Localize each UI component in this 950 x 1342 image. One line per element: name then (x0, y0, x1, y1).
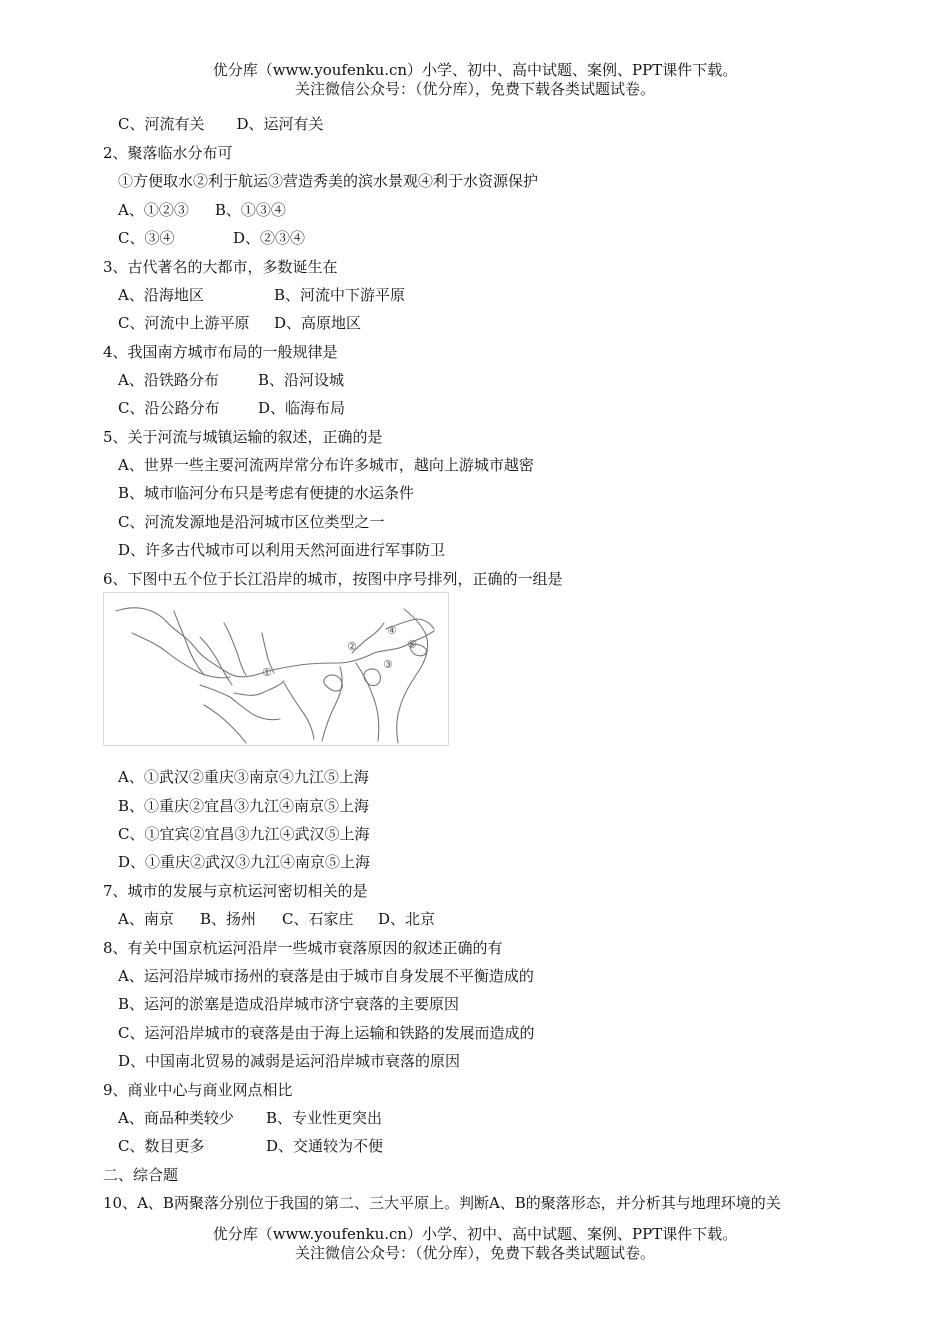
q2-options-ab (118, 200, 286, 220)
q8-stem: 8、有关中国京杭运河沿岸一些城市衰落原因的叙述正确的有 (103, 939, 503, 957)
map-label-1: ① (262, 666, 272, 679)
q9-options-cd (118, 1136, 383, 1156)
q5-option-d: D、许多古代城市可以利用天然河面进行军事防卫 (118, 541, 446, 559)
q9-option-b: B、专业性更突出 (266, 1109, 383, 1127)
q3-options-cd (118, 313, 361, 333)
q5-stem: 5、关于河流与城镇运输的叙述，正确的是 (103, 428, 383, 446)
footer-line-1: 优分库（www.youfenku.cn）小学、初中、高中试题、案例、PPT课件下载。 (212, 1225, 738, 1243)
q10-stem: 10、A、B两聚落分别位于我国的第二、三大平原上。判断A、B的聚落形态，并分析其与地理环境的关 (103, 1194, 781, 1212)
q1-options-cd (118, 114, 324, 134)
q5-option-a: A、世界一些主要河流两岸常分布许多城市，越向上游城市越密 (118, 456, 534, 474)
q2-stem: 2、聚落临水分布可 (103, 144, 233, 162)
q8-option-a: A、运河沿岸城市扬州的衰落是由于城市自身发展不平衡造成的 (118, 967, 534, 985)
q9-option-a: A、商品种类较少 (118, 1109, 234, 1127)
q7-options (118, 909, 435, 929)
q9-option-c: C、数目更多 (118, 1137, 205, 1155)
footer-line-2: 关注微信公众号：（优分库），免费下载各类试题试卷。 (294, 1244, 655, 1262)
q4-option-c: C、沿公路分布 (118, 399, 220, 417)
q9-option-d: D、交通较为不便 (266, 1137, 384, 1155)
q2-option-d: D、②③④ (233, 229, 306, 247)
header-line-2: 关注微信公众号：（优分库），免费下载各类试题试卷。 (294, 80, 655, 98)
q6-option-a: A、①武汉②重庆③南京④九江⑤上海 (118, 768, 369, 786)
q9-stem: 9、商业中心与商业网点相比 (103, 1081, 293, 1099)
q2-options-cd (118, 228, 305, 248)
q3-option-a: A、沿海地区 (118, 286, 204, 304)
q2-items: ①方便取水②利于航运③营造秀美的滨水景观④利于水资源保护 (118, 172, 539, 190)
map-label-4: ④ (387, 624, 397, 637)
q3-option-b: B、河流中下游平原 (274, 286, 406, 304)
q4-option-b: B、沿河设城 (258, 371, 345, 389)
map-label-2: ② (347, 640, 357, 653)
q5-option-b: B、城市临河分布只是考虑有便捷的水运条件 (118, 484, 415, 502)
q8-option-c: C、运河沿岸城市的衰落是由于海上运输和铁路的发展而造成的 (118, 1024, 535, 1042)
q1-option-d: D、运河有关 (236, 115, 324, 133)
q7-option-c: C、石家庄 (282, 910, 354, 928)
river-map-drawing (104, 593, 448, 745)
q6-option-c: C、①宜宾②宜昌③九江④武汉⑤上海 (118, 825, 370, 843)
q4-stem: 4、我国南方城市布局的一般规律是 (103, 343, 338, 361)
section-2-title: 二、综合题 (103, 1166, 179, 1184)
q7-option-b: B、扬州 (200, 910, 257, 928)
q6-stem: 6、下图中五个位于长江沿岸的城市，按图中序号排列，正确的一组是 (103, 570, 563, 588)
q2-option-a: A、①②③ (118, 201, 189, 219)
q4-option-a: A、沿铁路分布 (118, 371, 219, 389)
q2-option-b: B、①③④ (214, 201, 286, 219)
q4-option-d: D、临海布局 (258, 399, 346, 417)
q3-options-ab (118, 285, 405, 305)
q5-option-c: C、河流发源地是沿河城市区位类型之一 (118, 513, 385, 531)
map-label-3: ③ (383, 658, 393, 671)
q7-stem: 7、城市的发展与京杭运河密切相关的是 (103, 882, 368, 900)
map-label-5: ⑤ (407, 638, 417, 651)
q6-option-d: D、①重庆②武汉③九江④南京⑤上海 (118, 853, 371, 871)
q7-option-d: D、北京 (378, 910, 436, 928)
page-header (0, 61, 950, 99)
q2-option-c: C、③④ (118, 229, 175, 247)
yangtze-river-map (103, 592, 449, 746)
q3-option-d: D、高原地区 (274, 314, 362, 332)
header-line-1: 优分库（www.youfenku.cn）小学、初中、高中试题、案例、PPT课件下载。 (212, 61, 738, 79)
q8-option-d: D、中国南北贸易的减弱是运河沿岸城市衰落的原因 (118, 1052, 461, 1070)
q3-option-c: C、河流中上游平原 (118, 314, 250, 332)
page-footer (0, 1225, 950, 1263)
q3-stem: 3、古代著名的大都市，多数诞生在 (103, 258, 338, 276)
q8-option-b: B、运河的淤塞是造成沿岸城市济宁衰落的主要原因 (118, 995, 460, 1013)
q4-options-ab (118, 370, 344, 390)
map-city-labels (262, 624, 417, 679)
q6-option-b: B、①重庆②宜昌③九江④南京⑤上海 (118, 797, 370, 815)
q1-option-c: C、河流有关 (118, 115, 205, 133)
q4-options-cd (118, 398, 345, 418)
q7-option-a: A、南京 (118, 910, 174, 928)
q9-options-ab (118, 1108, 382, 1128)
